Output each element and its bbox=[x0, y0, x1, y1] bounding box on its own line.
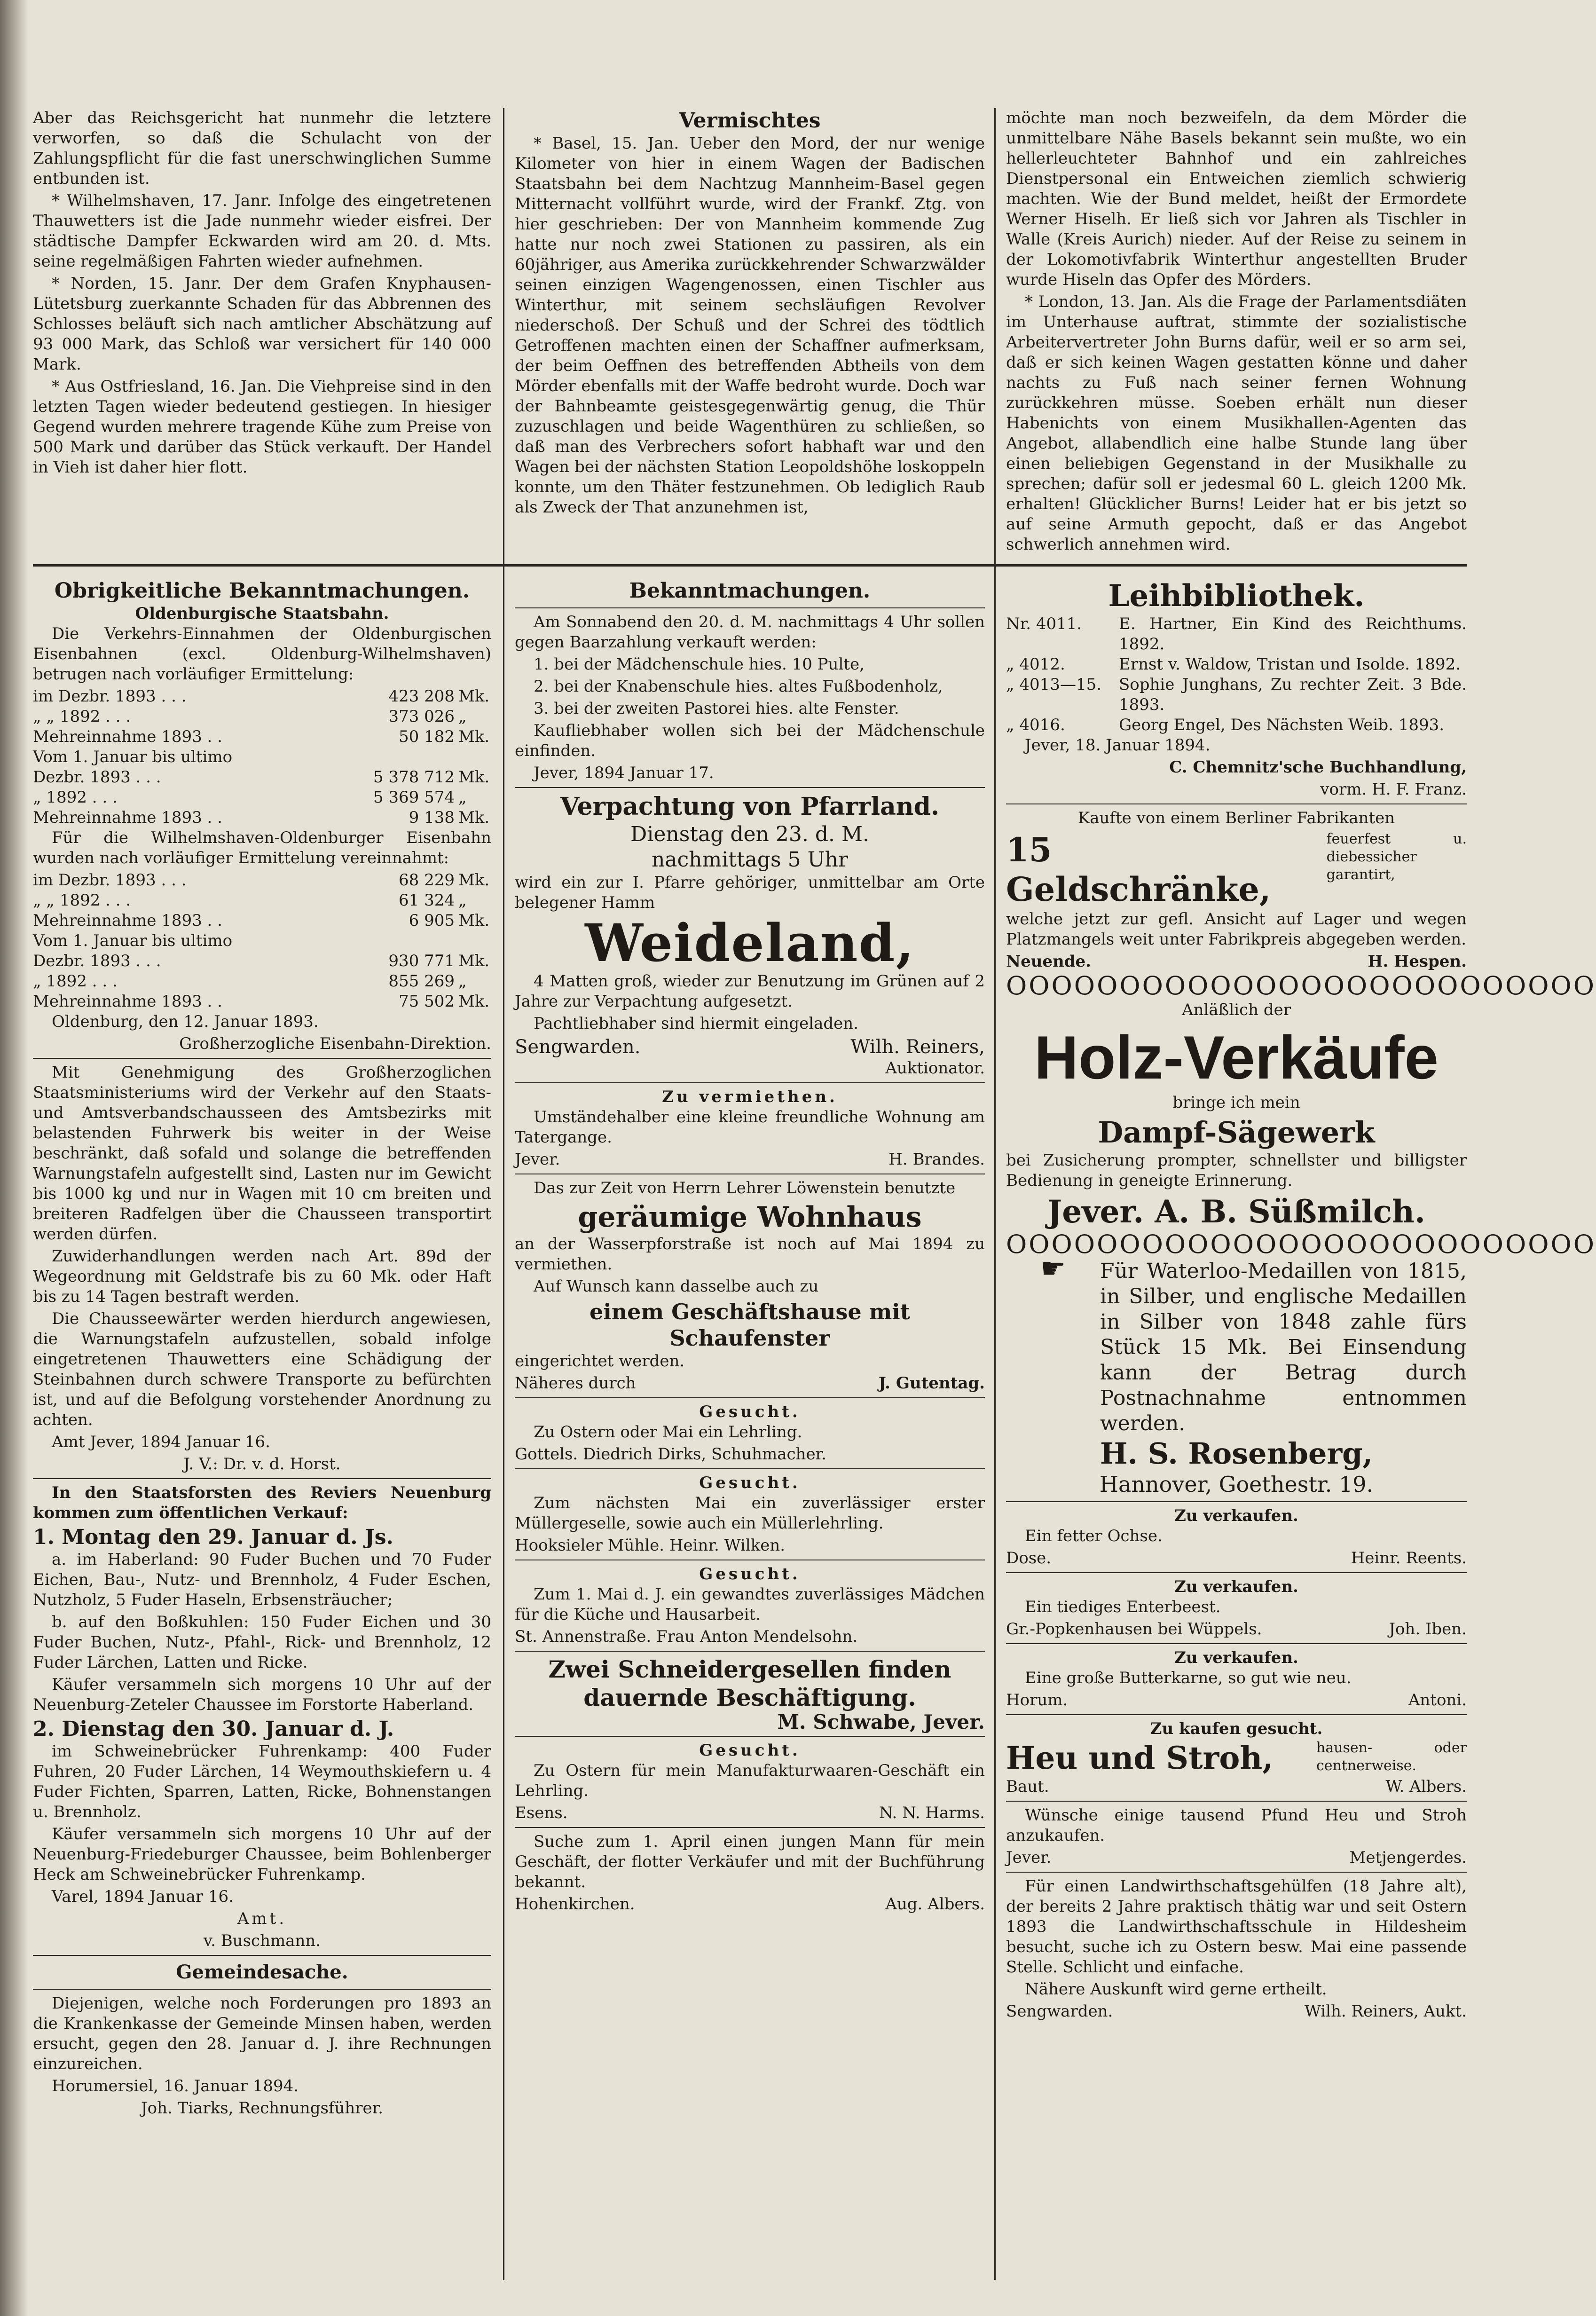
ad-footer: Jever. Metjengerdes. bbox=[1006, 1848, 1467, 1867]
ad-text: Kaufte von einem Berliner Fabrikanten bbox=[1077, 809, 1395, 827]
divider bbox=[515, 1082, 985, 1083]
ad-signature: vorm. H. F. Franz. bbox=[1320, 780, 1467, 799]
ad-footer: Sengwarden. Wilh. Reiners, Aukt. bbox=[1006, 2002, 1467, 2021]
ad-headline: geräumige Wohnhaus bbox=[578, 1201, 922, 1234]
ad-title: Gesucht. bbox=[699, 1402, 801, 1421]
notice-signature: J. V.: Dr. v. d. Horst. bbox=[183, 1455, 341, 1473]
notice-text: im Schweinebrücker Fuhrenkamp: 400 Fuder Fuhren, 20 Fuder Lärchen, 14 Weymouthskiefern u. 4 Fuder Fichten, Sparren, Latten, Ricke, Bohnenstangen u. Brennholz. bbox=[33, 1742, 491, 1821]
ad-footer: Baut. W. Albers. bbox=[1006, 1777, 1467, 1796]
notice-text: In den Staatsforsten des Reviers Neuenburg kommen zum öffentlichen Verkauf: bbox=[33, 1483, 491, 1522]
notice-subheading: 2. Dienstag den 30. Januar d. J. bbox=[33, 1717, 394, 1741]
ad-text: Nähere Auskunft wird gerne ertheilt. bbox=[1025, 1980, 1327, 1999]
ad-text: Zum nächsten Mai ein zuverlässiger erster Müllergeselle, sowie auch ein Müllerlehrling. bbox=[515, 1494, 985, 1533]
ad-title: Zu verkaufen. bbox=[1174, 1577, 1298, 1596]
notice-text: Die Verkehrs-Einnahmen der Oldenburgischen Eisenbahnen (excl. Oldenburg-Wilhelmshaven) betrugen nach vorläufiger Ermittelung: bbox=[33, 624, 491, 684]
middle-column bbox=[515, 578, 985, 1914]
ornament-border: OOOOOOOOOOOOOOOOOOOOOOOOOO bbox=[1006, 1229, 1596, 1259]
notice-date: Oldenburg, den 12. Januar 1893. bbox=[52, 1012, 319, 1031]
ad-footer: Neuende. H. Hespen. bbox=[1006, 952, 1467, 971]
ad-title: Gesucht. bbox=[699, 1565, 801, 1583]
revenue-row: Mehreinnahme 1893 . . 9 138 Mk. bbox=[33, 808, 490, 827]
top-column-2 bbox=[515, 108, 985, 520]
column-divider bbox=[994, 108, 996, 578]
ad-text: welche jetzt zur gefl. Ansicht auf Lager und wegen Platzmangels weit unter Fabrikpreis abgegeben werden. bbox=[1006, 910, 1467, 949]
ad-text: Zum 1. Mai d. J. ein gewandtes zuverlässiges Mädchen für die Küche und Hausarbeit. bbox=[515, 1585, 985, 1624]
ad-address: Hannover, Goethestr. 19. bbox=[1099, 1472, 1374, 1497]
ad-footer: Jever. H. Brandes. bbox=[515, 1150, 985, 1169]
notice-text: Diejenigen, welche noch Forderungen pro 1893 an die Krankenkasse der Gemeinde Minsen haben, werden ersucht, gegen den 28. Januar d. J. ihre Rechnungen einzureichen. bbox=[33, 1994, 491, 2073]
divider bbox=[1006, 1572, 1467, 1573]
pointing-hand-icon: ☛ bbox=[1040, 1252, 1066, 1285]
section-heading: Vermischtes bbox=[679, 109, 821, 133]
ad-footer: Sengwarden. Wilh. Reiners, bbox=[515, 1036, 985, 1058]
ad-text: 1. bei der Mädchenschule hies. 10 Pulte, bbox=[534, 655, 865, 674]
notice-date: Varel, 1894 Januar 16. bbox=[52, 1887, 234, 1906]
ad-text: bei Zusicherung prompter, schnellster und billigster Bedienung in geneigte Erinnerung. bbox=[1006, 1151, 1467, 1190]
revenue-row: „ „ 1892 . . . 61 324 „ bbox=[33, 891, 467, 910]
newspaper-page bbox=[33, 89, 1596, 2299]
divider bbox=[515, 1468, 985, 1469]
ad-title: Zu kaufen gesucht. bbox=[1150, 1719, 1323, 1738]
column-divider bbox=[994, 578, 996, 2280]
top-column-3 bbox=[1006, 108, 1467, 557]
ornament-border: OOOOOOOOOOOOOOOOOOOOOOOOOO bbox=[1006, 971, 1596, 1000]
ad-date: Dienstag den 23. d. M. bbox=[630, 822, 870, 846]
notice-date: Amt Jever, 1894 Januar 16. bbox=[52, 1433, 270, 1451]
left-column bbox=[33, 578, 491, 2120]
ad-signature: Hooksieler Mühle. Heinr. Wilken. bbox=[515, 1536, 786, 1555]
ad-text: Wünsche einige tausend Pfund Heu und Stroh anzukaufen. bbox=[1006, 1806, 1467, 1845]
divider bbox=[515, 1397, 985, 1398]
ad-title: Zu verkaufen. bbox=[1174, 1648, 1298, 1667]
divider bbox=[33, 1058, 491, 1059]
ad-headline: Verpachtung von Pfarrland. bbox=[560, 792, 940, 821]
notice-text: Die Chausseewärter werden hierdurch angewiesen, die Warnungstafeln aufzustellen, sobald infolge eingetretenen Thauwetters eine Schädigung der Steinbahnen durch schwere Transporte zu befürchten ist, und auf die Befolgung vorstehender Anordnung zu achten. bbox=[33, 1309, 491, 1429]
medal-ad bbox=[1006, 1252, 1467, 1436]
revenue-row: „ 1892 . . . 855 269 „ bbox=[33, 972, 467, 991]
book-entry: „ 4013—15. Sophie Junghans, Zu rechter Zeit. 3 Bde. 1893. bbox=[1006, 675, 1467, 714]
ad-headline: Zwei Schneidergesellen finden dauernde Beschäftigung. bbox=[548, 1655, 951, 1711]
book-entry: Nr. 4011. E. Hartner, Ein Kind des Reichthums. 1892. bbox=[1006, 614, 1467, 654]
revenue-row: im Dezbr. 1893 . . . 423 208 Mk. bbox=[33, 687, 490, 706]
ad-headline: Leihbibliothek. bbox=[1108, 578, 1365, 614]
notice-text: Käufer versammeln sich morgens 10 Uhr auf der Neuenburg-Friedeburger Chaussee, beim Bohlenberger Heck am Schweinebrücker Fuhrenkamp. bbox=[33, 1825, 491, 1884]
notice-title: Oldenburgische Staatsbahn. bbox=[135, 604, 389, 623]
notice-text: Mit Genehmigung des Großherzoglichen Staatsministeriums wird der Verkehr auf den Staats- und Amtsverbandschausseen des Amtsbezirks mit belastenden Fuhrwerk bis weiter in der Weise beschränkt, daß sofald und solange die betreffenden Warnungstafeln aufgestellt sind, Lasten nur im Gewicht bis 1000 kg und nur in Wagen mit 10 cm breiten und breiteren Radfelgen über die Chausseen transportirt werden dürfen. bbox=[33, 1063, 491, 1244]
article-text: * Aus Ostfriesland, 16. Jan. Die Viehpreise sind in den letzten Tagen wieder bedeutend gestiegen. In hiesiger Gegend wurden mehrere tragende Kühe zum Preise von 500 Mark und darüber das Stück verkauft. Der Handel in Vieh ist daher hier flott. bbox=[33, 377, 491, 477]
ad-title: Gesucht. bbox=[699, 1473, 801, 1492]
ad-headline-row: 15 Geldschränke, feuerfest u. diebessicher garantirt, bbox=[1006, 830, 1467, 909]
ad-title: Zu vermiethen. bbox=[662, 1087, 838, 1106]
divider bbox=[1006, 1714, 1467, 1715]
notice-signature: Großherzogliche Eisenbahn-Direktion. bbox=[179, 1034, 491, 1053]
article-text: Aber das Reichsgericht hat nunmehr die letztere verworfen, so daß die Schulacht von der Zahlungspflicht für die fast unerschwinglichen Summe entbunden ist. bbox=[33, 109, 491, 188]
section-heading: Obrigkeitliche Bekanntmachungen. bbox=[54, 579, 470, 603]
section-divider bbox=[33, 564, 1467, 567]
divider bbox=[1006, 1501, 1467, 1502]
divider bbox=[515, 1827, 985, 1828]
ad-text: eingerichtet werden. bbox=[515, 1352, 685, 1371]
revenue-row: Vom 1. Januar bis ultimo bbox=[33, 931, 233, 950]
ad-text: Das zur Zeit von Herrn Lehrer Löwenstein benutzte bbox=[534, 1179, 956, 1197]
ad-signature: C. Chemnitz'sche Buchhandlung, bbox=[1169, 758, 1467, 777]
notice-signature: v. Buschmann. bbox=[203, 1931, 321, 1950]
ad-text: Zu Ostern für mein Manufakturwaaren-Geschäft ein Lehrling. bbox=[515, 1761, 985, 1800]
ad-text: 4 Matten groß, wieder zur Benutzung im Grünen auf 2 Jahre zur Verpachtung aufgesetzt. bbox=[515, 972, 985, 1011]
article-text: * Norden, 15. Janr. Der dem Grafen Knyphausen-Lütetsburg zuerkannte Schaden für das Abbrennen des Schlosses beläuft sich nach amtlicher Abschätzung auf 93 000 Mark, das Schloß war versichert für 140 000 Mark. bbox=[33, 274, 491, 374]
divider bbox=[515, 1736, 985, 1737]
ad-text: 2. bei der Knabenschule hies. altes Fußbodenholz, bbox=[534, 677, 943, 696]
divider bbox=[1006, 1643, 1467, 1644]
ad-text: Kaufliebhaber wollen sich bei der Mädchenschule einfinden. bbox=[515, 721, 985, 760]
ad-footer: Esens. N. N. Harms. bbox=[515, 1804, 985, 1822]
ad-signature: Auktionator. bbox=[885, 1059, 985, 1078]
revenue-row: Dezbr. 1893 . . . 5 378 712 Mk. bbox=[33, 768, 490, 787]
ad-signature: Gottels. Diedrich Dirks, Schuhmacher. bbox=[515, 1445, 826, 1464]
right-column bbox=[1006, 578, 1596, 2022]
ad-text: bringe ich mein bbox=[1172, 1093, 1300, 1112]
ad-text: Auf Wunsch kann dasselbe auch zu bbox=[534, 1277, 819, 1296]
ad-footer: Näheres durch J. Gutentag. bbox=[515, 1374, 985, 1393]
ad-signature: Jever. A. B. Süßmilch. bbox=[1047, 1193, 1426, 1230]
ad-text: Ein tiediges Enterbeest. bbox=[1025, 1598, 1221, 1616]
ad-text: Suche zum 1. April einen jungen Mann für mein Geschäft, der flotter Verkäufer und mit der Buchführung bekannt. bbox=[515, 1832, 985, 1891]
top-column-1 bbox=[33, 108, 491, 480]
article-text: * Basel, 15. Jan. Ueber den Mord, der nur wenige Kilometer von hier in einem Wagen der Badischen Staatsbahn bei dem Nachtzug Mannheim-Basel gegen Mitternacht vollführt wurde, wird der Frankf. Ztg. von hier geschrieben: Der von Mannheim kommende Zug hatte nur noch zwei Stationen zu passiren, als ein 60jähriger, aus Amerika zurückkehrender Schwarzwälder seinen einzigen Wagengenossen, einen Tischler aus Winterthur, mit seinem sechsläufigen Revolver niederschoß. Der Schuß und der Schrei des tödtlich Getroffenen machten einen der Schaffner aufmerksam, der beim Oeffnen des betreffenden Abtheils von dem Mörder ebenfalls mit der Waffe bedroht wurde. Doch war der Bahnbeamte geistesgegenwärtig genug, die Thür zuzuschlagen und beide Wagenthüren zu schließen, so daß man des Verbrechers sofort habhaft war und den Wagen bei der nächsten Station Leopoldshöhe loskoppeln konnte, um den Thäter festzunehmen. Ob lediglich Raub als Zweck der That anzunehmen ist, bbox=[515, 134, 985, 517]
ad-footer: Hohenkirchen. Aug. Albers. bbox=[515, 1895, 985, 1914]
ad-text: Für einen Landwirthschaftsgehülfen (18 Jahre alt), der bereits 2 Jahre praktisch thätig war und seit Ostern 1893 die Landwirthschaftsschule in Hildesheim besucht, suche ich zu Ostern besw. Mai eine passende Stelle. Schlicht und einfache. bbox=[1006, 1877, 1467, 1977]
divider bbox=[33, 1989, 491, 1990]
column-divider bbox=[503, 578, 504, 2280]
article-text: möchte man noch bezweifeln, da dem Mörder die unmittelbare Nähe Basels bekannt sein mußte, wo ein hellerleuchteter Bahnhof und ein zahlreiches Dienstpersonal ein Entweichen ziemlich schwierig machten. Wie der Bund meldet, heißt der Ermordete Werner Hiselh. Er ließ sich vor Jahren als Tischler in Walle (Kreis Aurich) nieder. Auf der Reise zu seinem in der Lokomotivfabrik Winterthur angestellten Bruder wurde Hiseln das Opfer des Mörders. bbox=[1006, 109, 1467, 289]
divider bbox=[515, 1651, 985, 1652]
divider bbox=[515, 787, 985, 788]
ad-headline: Weideland, bbox=[585, 913, 915, 973]
article-text: * London, 13. Jan. Als die Frage der Parlamentsdiäten im Unterhause auftrat, stimmte der sozialistische Arbeitervertreter John Burns dafür, weil er so arm sei, daß er sich keinen Wagen gestatten könne und daher nachts zu Fuß nach seiner fernen Wohnung zurückkehren müsse. Soeben erhält nun dieser Habenichts von einem Musikhallen-Agenten das Angebot, allabendlich eine halbe Stunde lang über einen beliebigen Gegenstand in der Musikhalle zu sprechen; dafür soll er jedesmal 60 L. gleich 1200 Mk. erhalten! Glücklicher Burns! Leider hat er bis jetzt so auf seine Armuth gepocht, daß er das Angebot schwerlich annehmen wird. bbox=[1006, 292, 1467, 554]
ad-text: an der Wasserpforstraße ist noch auf Mai 1894 zu vermiethen. bbox=[515, 1235, 985, 1274]
notice-subheading: 1. Montag den 29. Januar d. Js. bbox=[33, 1525, 393, 1549]
ad-text: Zu Ostern oder Mai ein Lehrling. bbox=[534, 1423, 802, 1442]
revenue-row: Dezbr. 1893 . . . 930 771 Mk. bbox=[33, 952, 490, 970]
ad-text: Für Waterloo-Medaillen von 1815, in Silber, und englische Medaillen in Silber von 1848 zahle fürs Stück 15 Mk. Bei Einsendung kann der Betrag durch Postnachnahme entnommen werden. bbox=[1100, 1259, 1467, 1435]
article-text: * Wilhelmshaven, 17. Janr. Infolge des eingetretenen Thauwetters ist die Jade nunmehr wieder eisfrei. Der städtische Dampfer Eckwarden wird am 20. d. Mts. seine regelmäßigen Fahrten wieder aufnehmen. bbox=[33, 191, 491, 271]
notice-signature: Amt. bbox=[237, 1909, 287, 1928]
ad-headline: einem Geschäftshause mit Schaufenster bbox=[589, 1299, 911, 1351]
revenue-row: Vom 1. Januar bis ultimo bbox=[33, 748, 233, 766]
ad-signature: St. Annenstraße. Frau Anton Mendelsohn. bbox=[515, 1627, 858, 1646]
ad-footer: Horum. Antoni. bbox=[1006, 1691, 1467, 1709]
ad-text: Anläßlich der bbox=[1182, 1000, 1291, 1019]
ad-title: Gesucht. bbox=[699, 1741, 801, 1760]
ad-footer: Gr.-Popkenhausen bei Wüppels. Joh. Iben. bbox=[1006, 1620, 1467, 1639]
notice-text: b. auf den Boßkuhlen: 150 Fuder Eichen und 30 Fuder Buchen, Nutz-, Pfahl-, Rick- und Brennholz, 12 Fuder Lärchen, Latten und Ricke. bbox=[33, 1613, 491, 1672]
ad-headline-row: Heu und Stroh, hausen- oder centnerweise. bbox=[1006, 1740, 1467, 1776]
ad-text: Eine große Butterkarne, so gut wie neu. bbox=[1025, 1669, 1352, 1687]
notice-text: a. im Haberland: 90 Fuder Buchen und 70 Fuder Eichen, Bau-, Nutz- und Brennholz, 4 Fuder Eschen, Nutzholz, 5 Fuder Haseln, Erbsensträucher; bbox=[33, 1550, 491, 1609]
book-entry: „ 4012. Ernst v. Waldow, Tristan und Isolde. 1892. bbox=[1006, 655, 1461, 674]
book-entry: „ 4016. Georg Engel, Des Nächsten Weib. 1893. bbox=[1006, 716, 1445, 734]
revenue-row: „ „ 1892 . . . 373 026 „ bbox=[33, 707, 467, 726]
ad-signature: M. Schwabe, Jever. bbox=[777, 1710, 985, 1733]
ad-text: Ein fetter Ochse. bbox=[1025, 1527, 1163, 1545]
notice-signature: Joh. Tiarks, Rechnungsführer. bbox=[141, 2099, 383, 2118]
divider bbox=[33, 1478, 491, 1479]
notice-text: Käufer versammeln sich morgens 10 Uhr auf der Neuenburg-Zeteler Chaussee im Forstorte Haberland. bbox=[33, 1675, 491, 1714]
ad-text: 3. bei der zweiten Pastorei hies. alte Fenster. bbox=[534, 699, 899, 718]
notice-title: Gemeindesache. bbox=[176, 1961, 348, 1983]
notice-date: Horumersiel, 16. Januar 1894. bbox=[52, 2077, 299, 2095]
section-heading: Bekanntmachungen. bbox=[629, 579, 871, 603]
ad-text: Am Sonnabend den 20. d. M. nachmittags 4 Uhr sollen gegen Baarzahlung verkauft werden: bbox=[515, 613, 985, 652]
notice-text: Zuwiderhandlungen werden nach Art. 89d der Wegeordnung mit Geldstrafe bis zu 60 Mk. oder Haft bis zu 14 Tagen bestraft werden. bbox=[33, 1247, 491, 1306]
divider bbox=[1006, 1872, 1467, 1873]
ad-text: wird ein zur I. Pfarre gehöriger, unmittelbar am Orte belegener Hamm bbox=[515, 873, 985, 912]
ad-date: Jever, 18. Januar 1894. bbox=[1025, 736, 1211, 755]
page-binding-edge bbox=[0, 0, 28, 2316]
divider bbox=[515, 607, 985, 608]
divider bbox=[1006, 1801, 1467, 1802]
ad-text: Umständehalber eine kleine freundliche Wohnung am Tatergange. bbox=[515, 1108, 985, 1147]
divider bbox=[33, 1955, 491, 1956]
notice-text: Für die Wilhelmshaven-Oldenburger Eisenbahn wurden nach vorläufiger Ermittelung vereinnahmt: bbox=[33, 828, 491, 867]
ad-signature: H. S. Rosenberg, bbox=[1100, 1436, 1373, 1471]
ad-text: Pachtliebhaber sind hiermit eingeladen. bbox=[534, 1014, 859, 1033]
ad-headline: Dampf-Sägewerk bbox=[1098, 1115, 1375, 1150]
ad-headline: Holz-Verkäufe bbox=[1034, 1023, 1439, 1092]
ad-footer: Dose. Heinr. Reents. bbox=[1006, 1549, 1467, 1568]
revenue-row: „ 1892 . . . 5 369 574 „ bbox=[33, 788, 467, 807]
column-divider bbox=[503, 108, 504, 578]
ad-date: Jever, 1894 Januar 17. bbox=[534, 764, 714, 782]
revenue-row: Mehreinnahme 1893 . . 75 502 Mk. bbox=[33, 992, 490, 1011]
revenue-row: Mehreinnahme 1893 . . 50 182 Mk. bbox=[33, 727, 490, 746]
ad-time: nachmittags 5 Uhr bbox=[651, 848, 849, 872]
ad-title: Zu verkaufen. bbox=[1174, 1506, 1298, 1525]
revenue-row: Mehreinnahme 1893 . . 6 905 Mk. bbox=[33, 911, 490, 930]
revenue-row: im Dezbr. 1893 . . . 68 229 Mk. bbox=[33, 871, 490, 890]
